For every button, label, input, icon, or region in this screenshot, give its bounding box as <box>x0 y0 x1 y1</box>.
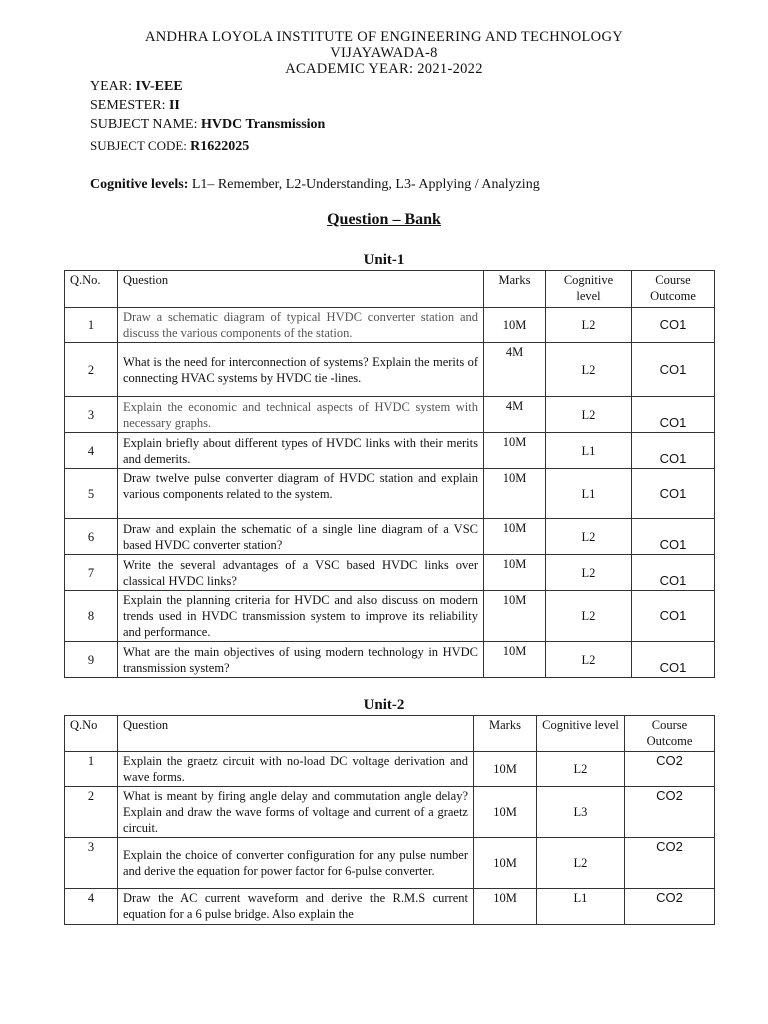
row-marks: 4M <box>484 343 546 397</box>
subject-name-line <box>90 117 325 133</box>
row-no: 3 <box>65 838 118 889</box>
row-marks: 10M <box>484 433 546 469</box>
row-no: 4 <box>65 433 118 469</box>
col-course-outcome: Course Outcome <box>625 716 715 752</box>
row-level: L2 <box>546 519 632 555</box>
row-marks: 10M <box>484 308 546 343</box>
unit1-heading: Unit-1 <box>363 252 405 268</box>
table-row <box>65 397 715 433</box>
cognitive-label: Cognitive levels: <box>90 177 189 192</box>
cognitive-text: L1– Remember, L2-Understanding, L3- Applying / Analyzing <box>188 177 540 192</box>
row-no: 3 <box>65 397 118 433</box>
col-cognitive-level: Cognitive level <box>537 716 625 752</box>
row-marks: 10M <box>474 838 537 889</box>
row-level: L2 <box>546 397 632 433</box>
row-question: What are the main objectives of using modern technology in HVDC transmission system? <box>118 642 484 678</box>
subject-name-value: HVDC Transmission <box>200 117 326 132</box>
row-co: CO1 <box>632 519 715 555</box>
row-level: L2 <box>537 838 625 889</box>
row-question: What is the need for interconnection of systems? Explain the merits of connecting HVAC systems by HVDC tie -lines. <box>118 343 484 397</box>
row-no: 9 <box>65 642 118 678</box>
row-marks: 10M <box>474 752 537 787</box>
row-marks: 10M <box>474 787 537 838</box>
semester-value: II <box>168 98 180 113</box>
table-row <box>65 308 715 343</box>
col-marks: Marks <box>484 271 546 308</box>
row-marks: 10M <box>474 889 537 925</box>
table-row <box>65 343 715 397</box>
row-co: CO1 <box>632 555 715 591</box>
table-row <box>65 889 715 925</box>
row-marks: 4M <box>484 397 546 433</box>
table-row <box>65 591 715 642</box>
col-question: Question <box>118 271 484 308</box>
subject-code-line <box>90 138 249 155</box>
row-co: CO2 <box>625 838 715 889</box>
row-question: Explain the choice of converter configuration for any pulse number and derive the equation for power factor for 6-pulse converter. <box>118 838 474 889</box>
institute-city: VIJAYAWADA-8 <box>330 45 438 61</box>
row-co: CO1 <box>632 397 715 433</box>
col-course-outcome: Course Outcome <box>632 271 715 308</box>
row-question: Draw the AC current waveform and derive the R.M.S current equation for a 6 pulse bridge. Also explain the <box>118 889 474 925</box>
row-marks: 10M <box>484 469 546 519</box>
row-no: 1 <box>65 308 118 343</box>
academic-year: ACADEMIC YEAR: 2021-2022 <box>285 61 483 77</box>
row-no: 4 <box>65 889 118 925</box>
unit2-table <box>64 715 715 925</box>
table-row <box>65 752 715 787</box>
row-no: 2 <box>65 343 118 397</box>
row-no: 1 <box>65 752 118 787</box>
table-row <box>65 433 715 469</box>
row-level: L2 <box>546 343 632 397</box>
row-co: CO1 <box>632 642 715 678</box>
col-question: Question <box>118 716 474 752</box>
subject-code-label: SUBJECT CODE: <box>90 138 191 153</box>
col-qno: Q.No <box>65 716 118 752</box>
table-row <box>65 787 715 838</box>
row-no: 6 <box>65 519 118 555</box>
row-level: L1 <box>546 433 632 469</box>
page-title: Question – Bank <box>327 211 441 228</box>
row-no: 8 <box>65 591 118 642</box>
row-co: CO1 <box>632 343 715 397</box>
row-question: Draw and explain the schematic of a single line diagram of a VSC based HVDC converter station? <box>118 519 484 555</box>
col-qno: Q.No. <box>65 271 118 308</box>
row-co: CO1 <box>632 433 715 469</box>
row-marks: 10M <box>484 555 546 591</box>
table-row <box>65 642 715 678</box>
row-no: 5 <box>65 469 118 519</box>
col-marks: Marks <box>474 716 537 752</box>
row-level: L1 <box>546 469 632 519</box>
row-marks: 10M <box>484 519 546 555</box>
row-question: What is meant by firing angle delay and commutation angle delay? Explain and draw the wave forms of voltage and current of a graetz circuit. <box>118 787 474 838</box>
row-marks: 10M <box>484 591 546 642</box>
subject-name-label: SUBJECT NAME: <box>90 117 201 132</box>
row-question: Draw a schematic diagram of typical HVDC converter station and discuss the various components of the station. <box>118 308 484 343</box>
row-question: Draw twelve pulse converter diagram of HVDC station and explain various components related to the system. <box>118 469 484 519</box>
row-co: CO1 <box>632 308 715 343</box>
row-level: L2 <box>537 752 625 787</box>
cognitive-levels <box>90 177 540 193</box>
row-co: CO1 <box>632 591 715 642</box>
table-row <box>65 838 715 889</box>
row-level: L2 <box>546 591 632 642</box>
table-header-row <box>65 716 715 752</box>
table-row <box>65 469 715 519</box>
year-line <box>90 79 183 95</box>
row-level: L1 <box>537 889 625 925</box>
row-level: L3 <box>537 787 625 838</box>
row-marks: 10M <box>484 642 546 678</box>
row-co: CO2 <box>625 889 715 925</box>
row-level: L2 <box>546 555 632 591</box>
row-question: Explain the graetz circuit with no-load DC voltage derivation and wave forms. <box>118 752 474 787</box>
table-row <box>65 519 715 555</box>
row-co: CO2 <box>625 752 715 787</box>
row-co: CO1 <box>632 469 715 519</box>
row-no: 2 <box>65 787 118 838</box>
institute-name: ANDHRA LOYOLA INSTITUTE OF ENGINEERING AND TECHNOLOGY <box>145 29 623 45</box>
row-question: Explain briefly about different types of HVDC links with their merits and demerits. <box>118 433 484 469</box>
row-level: L2 <box>546 308 632 343</box>
semester-label: SEMESTER: <box>90 98 169 113</box>
year-label: YEAR: <box>90 79 136 94</box>
row-question: Explain the economic and technical aspects of HVDC system with necessary graphs. <box>118 397 484 433</box>
row-no: 7 <box>65 555 118 591</box>
row-question: Explain the planning criteria for HVDC and also discuss on modern trends used in HVDC transmission system to improve its reliability and performance. <box>118 591 484 642</box>
row-question: Write the several advantages of a VSC based HVDC links over classical HVDC links? <box>118 555 484 591</box>
row-level: L2 <box>546 642 632 678</box>
subject-code-value: R1622025 <box>190 139 250 154</box>
semester-line <box>90 98 180 114</box>
row-co: CO2 <box>625 787 715 838</box>
unit2-heading: Unit-2 <box>363 697 405 713</box>
year-value: IV-EEE <box>135 79 183 94</box>
col-cognitive-level: Cognitive level <box>546 271 632 308</box>
unit1-table <box>64 270 715 678</box>
table-header-row <box>65 271 715 308</box>
table-row <box>65 555 715 591</box>
